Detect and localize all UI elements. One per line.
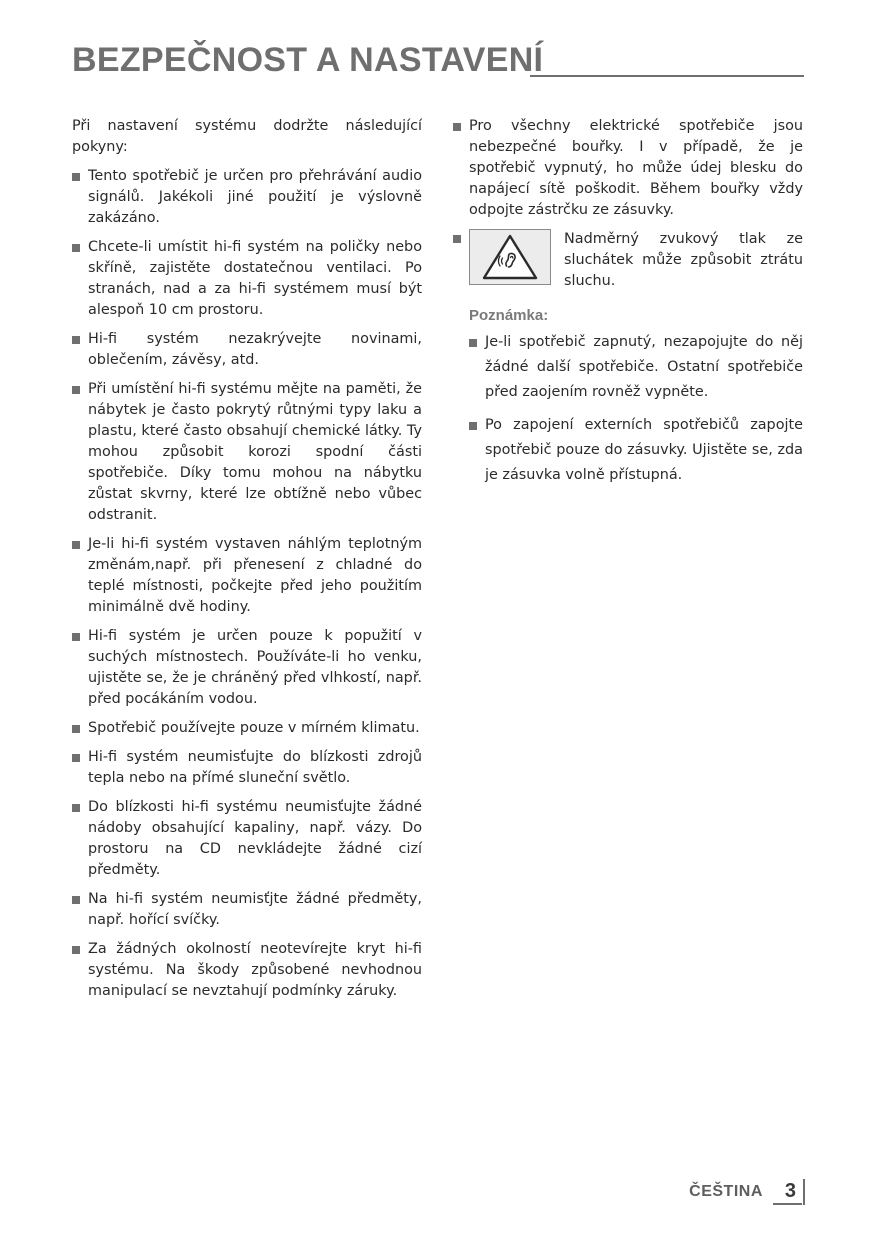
list-item: Tento spotřebič je určen pro přehrávání audio signálů. Jakékoli jiné použití je výslovně zakázáno.: [72, 166, 422, 229]
list-item: Po zapojení externích spotřebičů zapojte spotřebič pouze do zásuvky. Ujistěte se, zda je zásuvka volně přístupná.: [469, 413, 803, 488]
list-item: Spotřebič používejte pouze v mírném klimatu.: [72, 718, 422, 739]
list-item: Je-li hi-fi systém vystaven náhlým teplotným změnám,např. při přenesení z chladné do teplé místnosti, počkejte před jeho použitím minimálně dvě hodiny.: [72, 534, 422, 618]
list-item: Chcete-li umístit hi-fi systém na poličky nebo skříně, zajistěte dostatečnou ventilaci. Po stranách, nad a za hi-fi systémem musí být alespoň 10 cm prostoru.: [72, 237, 422, 321]
bullet-icon: [469, 422, 477, 430]
bullet-icon: [453, 235, 461, 243]
note-heading: Poznámka:: [469, 307, 549, 324]
hearing-warning-icon: [469, 229, 551, 285]
bullet-icon: [72, 386, 80, 394]
list-item: Je-li spotřebič zapnutý, nezapojujte do něj žádné další spotřebiče. Ostatní spotřebiče před zaojením rovněž vypněte.: [469, 330, 803, 405]
intro-text: Při nastavení systému dodržte následující pokyny:: [72, 118, 422, 155]
page-number: 3: [773, 1179, 802, 1205]
list-item: Hi-fi systém neumisťujte do blízkosti zdrojů tepla nebo na přímé sluneční světlo.: [72, 747, 422, 789]
language-label: ČEŠTINA: [689, 1183, 763, 1200]
list-item: Při umístění hi-fi systému mějte na paměti, že nábytek je často pokrytý růtnými typy laku a plastu, které často obsahují chemické látky. Ty mohou způsobit korozi spodní části spotřebiče. Díky tomu mohou na nábytku zůstat skvrny, které lze obtížně nebo vůbec odstranit.: [72, 379, 422, 526]
list-item: Pro všechny elektrické spotřebiče jsou nebezpečné bouřky. I v případě, že je spotřebič vypnutý, ho může údej blesku do napájecí sítě poškodit. Během bouřky vždy odpojte zástrčku ze zásuvky.: [453, 116, 803, 221]
page-footer: [689, 1178, 802, 1206]
bullet-icon: [72, 173, 80, 181]
title-underline: [530, 75, 804, 77]
page-header: [72, 40, 804, 80]
storm-list: [453, 116, 803, 221]
bullet-icon: [72, 946, 80, 954]
bullet-icon: [72, 896, 80, 904]
bullet-icon: [72, 541, 80, 549]
hearing-warning: [453, 229, 803, 291]
bullet-icon: [469, 339, 477, 347]
bullet-icon: [72, 804, 80, 812]
hearing-warning-text: Nadměrný zvukový tlak ze sluchátek může způsobit ztrátu sluchu.: [564, 231, 803, 289]
bullet-icon: [72, 725, 80, 733]
right-column: [453, 116, 803, 496]
list-item: Do blízkosti hi-fi systému neumisťujte žádné nádoby obsahující kapaliny, např. vázy. Do prostoru na CD nevkládejte žádné cizí předměty.: [72, 797, 422, 881]
bullet-icon: [72, 336, 80, 344]
list-item: Hi-fi systém je určen pouze k popužití v suchých místnostech. Používáte-li ho venku, ujistěte se, že je chráněný před vlhkostí, např. před pocákáním vodou.: [72, 626, 422, 710]
note-list: [469, 330, 803, 488]
bullet-icon: [72, 633, 80, 641]
list-item: Hi-fi systém nezakrývejte novinami, oblečením, závěsy, atd.: [72, 329, 422, 371]
bullet-icon: [453, 123, 461, 131]
bullet-icon: [72, 244, 80, 252]
list-item: Za žádných okolností neotevírejte kryt hi-fi systému. Na škody způsobené nevhodnou manipulací se nevztahují podmínky záruky.: [72, 939, 422, 1002]
safety-list: [72, 166, 422, 1002]
list-item: Na hi-fi systém neumisťjte žádné předměty, např. hořící svíčky.: [72, 889, 422, 931]
page-title: BEZPEČNOST A NASTAVENÍ: [72, 41, 544, 79]
bullet-icon: [72, 754, 80, 762]
left-column: [72, 116, 422, 1010]
